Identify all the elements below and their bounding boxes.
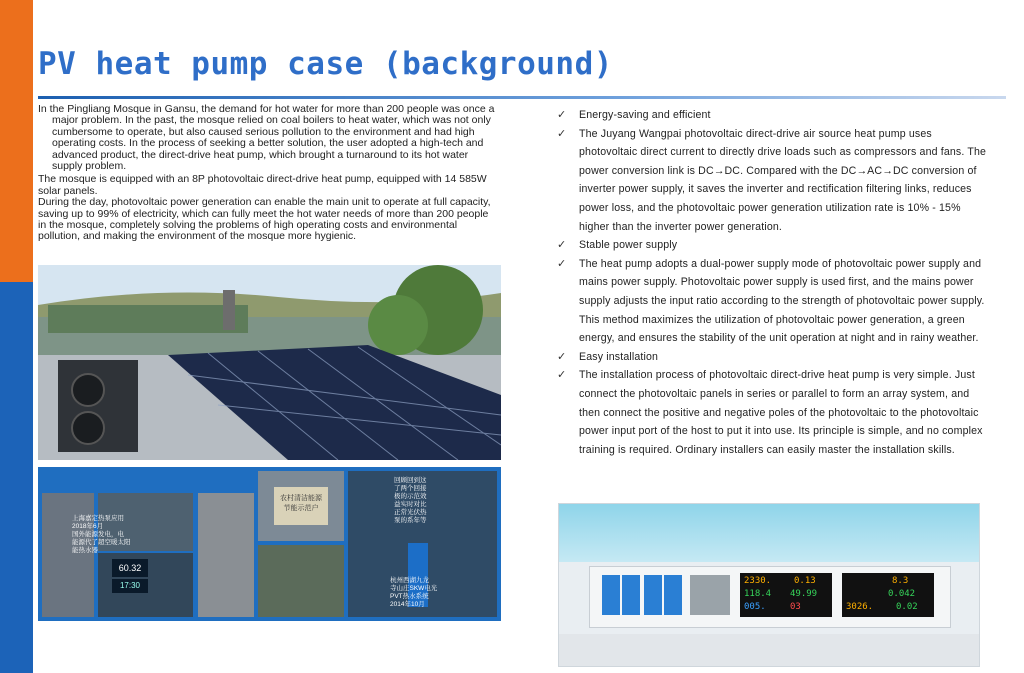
switch-block	[690, 575, 730, 615]
distribution-box-photo	[558, 503, 980, 667]
list-item-text: Energy-saving and efficient	[579, 109, 711, 121]
paragraph-results: During the day, photovoltaic power generation can enable the main unit to operate at full capacity, saving up to 99% of electricity, which can fully meet the hot water needs of more than 200 people in the mosque, completely solving the problems of high operating costs and environmental pollution, and making the environment of the mosque more hygienic.	[38, 196, 491, 243]
clear-cover	[559, 504, 979, 562]
breaker-4	[664, 575, 682, 615]
list-item-text: Stable power supply	[579, 239, 678, 252]
checkmark-icon: ✓	[557, 109, 567, 121]
list-item-text: Easy installation	[579, 350, 659, 363]
installation-collage	[38, 467, 501, 621]
list-item-text: The heat pump adopts a dual-power supply mode of photovoltaic power supply and mains power supply. Photovoltaic power supply is used first, and the mains power supply adjusts the input ratio according to the strength of photovoltaic power supply. This method maximizes the utilization of photovoltaic power generation, a green energy, and ensures the stability of the unit operation at night and in rainy weather.	[579, 257, 985, 345]
meter-right	[842, 573, 934, 617]
breaker-1	[602, 575, 620, 615]
checkmark-icon: ✓	[557, 127, 567, 140]
paragraph-equipment: The mosque is equipped with an 8P photovoltaic direct-drive heat pump, equipped with 14 585W solar panels.	[38, 173, 487, 197]
collage-installer-photo	[98, 553, 193, 617]
din-rail-panel	[589, 566, 951, 628]
accent-bar-blue	[0, 282, 33, 673]
list-item	[557, 125, 987, 237]
meter-left-bot: 005.	[744, 602, 766, 612]
collage-display-2: 17:30	[112, 579, 148, 593]
breaker-3	[644, 575, 662, 615]
checkmark-icon: ✓	[557, 369, 567, 382]
meter-left-mid: 118.4	[744, 589, 772, 599]
breaker-2	[622, 575, 640, 615]
checkmark-icon: ✓	[557, 257, 567, 270]
collage-caption-d: 杭州西湖九龙 寺山庄SKW电光 PVT热水系统 2014年10月	[390, 577, 438, 608]
left-text-block	[38, 104, 498, 243]
meter-left-top2: 0.13	[794, 576, 816, 586]
feature-checklist	[557, 106, 987, 459]
list-item	[557, 348, 987, 367]
rooftop-pv-illustration	[38, 265, 501, 460]
collage-caption-c: 回顾回到这 了两个回接 极的示范效 益实时对比 正常光伏热 泵的系年等	[394, 477, 427, 524]
checkmark-icon: ✓	[557, 239, 567, 252]
title-underline	[38, 96, 1006, 99]
collage-building-photo	[42, 493, 94, 617]
page-title: PV heat pump case (background)	[38, 46, 613, 82]
collage-plaque-photo	[258, 471, 344, 541]
box-lower-panel	[559, 634, 979, 666]
collage-plaque: 农村清洁能源 节能示范户	[274, 487, 328, 525]
list-item-text: The installation process of photovoltaic direct-drive heat pump is very simple. Just connect the photovoltaic panels in series or parallel to form an array system, and then connect the positive and negative poles of the photovoltaic to the photovoltaic power input port of the host to put it into use. Its principle is simple, and no complex training is required. Ordinary installers can easily master the installation skills.	[579, 369, 983, 456]
meter-right-mid: 0.042	[888, 589, 916, 599]
collage-display-1: 60.32	[112, 559, 148, 577]
rooftop-pv-photo	[38, 265, 501, 460]
meter-left-mid2: 49.99	[790, 589, 818, 599]
list-item-text: The Juyang Wangpai photovoltaic direct-drive air source heat pump uses photovoltaic direct current to directly drive loads such as compressors and fans. The power conversion link is DC→DC. Compared with the DC→AC→DC conversion of inverter power supply, it saves the inverter and rectification filtering links, reduces power loss, and the photovoltaic power generation utilization rate is 10% - 15% higher than the inverter power generation.	[579, 127, 987, 233]
meter-left-bot2: 03	[790, 602, 801, 612]
meter-left-top: 2330.	[744, 576, 772, 586]
meter-left	[740, 573, 832, 617]
list-item	[557, 255, 987, 348]
list-item	[557, 366, 987, 459]
accent-bar-orange	[0, 0, 33, 282]
meter-right-bot: 3026.	[846, 602, 874, 612]
checkmark-icon: ✓	[557, 350, 567, 363]
meter-right-bot2: 0.02	[896, 602, 918, 612]
collage-room-photo	[198, 493, 254, 617]
paragraph-intro: In the Pingliang Mosque in Gansu, the demand for hot water for more than 200 people was once a major problem. In the past, the mosque relied on coal boilers to heat water, which was not only cumbersome to operate, but also caused serious pollution to the environment and had high operating costs. In the process of seeking a better solution, the user adopted a high-tech and advanced product, the direct-drive heat pump, which brought a turnaround to its hot water supply problem.	[38, 103, 495, 173]
meter-right-top: 8.3	[892, 576, 909, 586]
list-item	[557, 236, 987, 255]
list-item	[557, 106, 987, 125]
collage-caption-a: 上海嘉定热泵应用 2018年6月 国外能源发电，电 能源代了超空暖太阳 能热水器	[72, 515, 131, 554]
collage-field-photo	[258, 545, 344, 617]
